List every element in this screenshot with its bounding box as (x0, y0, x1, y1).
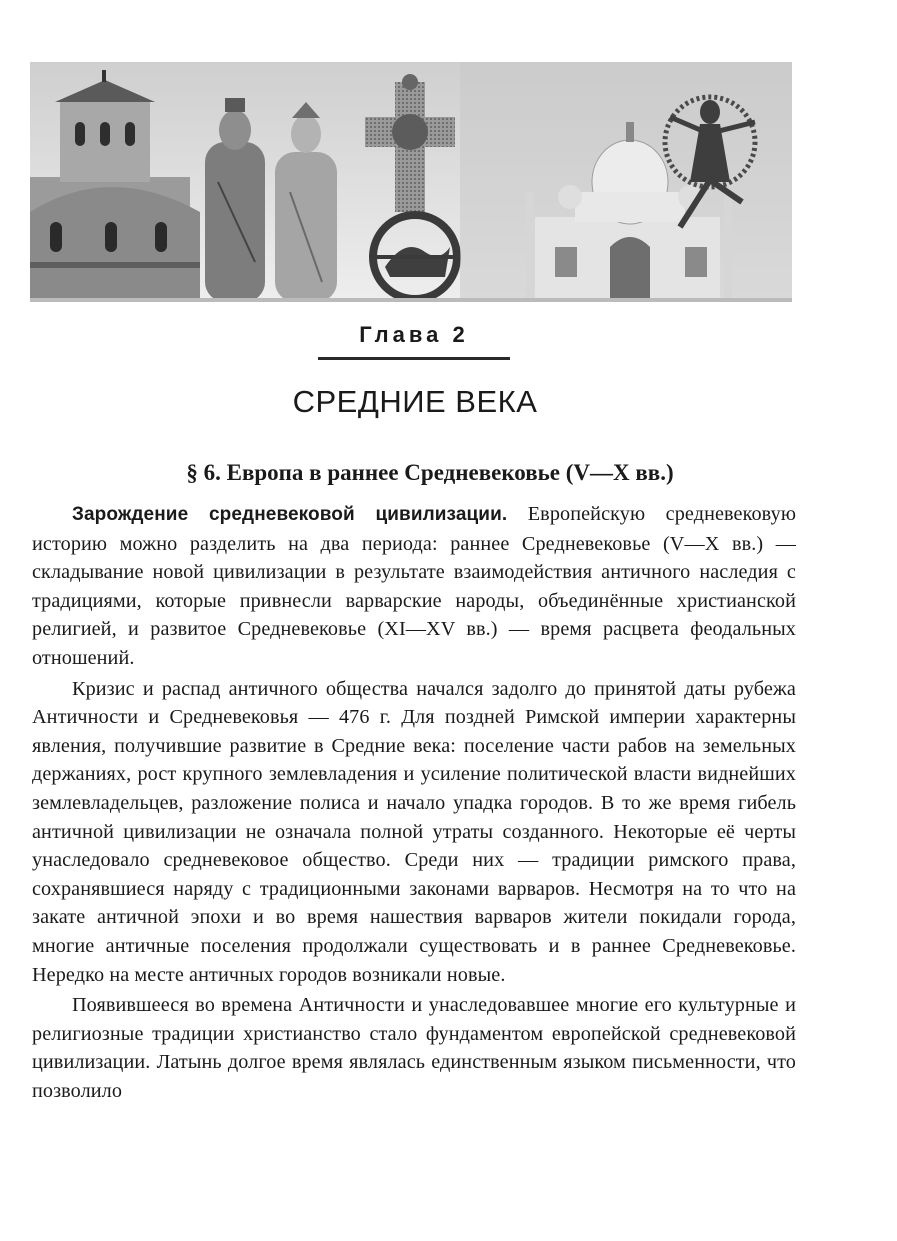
body-text (32, 500, 796, 1105)
chapter-banner-image (30, 62, 792, 302)
chapter-underline (318, 357, 510, 360)
paragraph-1-runin-heading: Зарождение средневековой цивилизации. (72, 504, 508, 525)
paragraph-3: Появившееся во времена Античности и унаследовавшее многие его культурные и религиозные традиции христианство стало фундаментом европейской средневековой цивилизации. Латынь долгое время являлась единственным языком письменности, что позволило (32, 994, 796, 1102)
paragraph-2: Кризис и распад античного общества начался задолго до принятой даты рубежа Античности и Средневековья — 476 г. Для поздней Римской империи характерны явления, получившие развитие в Средние века: поселение части рабов на земельных держаниях, рост крупного землевладения и усиление политической власти виднейших землевладельцев, разложение полиса и начало упадка городов. В то же время гибель античной цивилизации не означала полной утраты созданного. Некоторые её черты унаследовало средневековое общество. Среди них — традиции римского права, сохранявшиеся наряду с традиционными законами варваров. Несмотря на то что на закате античной эпохи и во время нашествия варваров жители покидали города, многие античные поселения продолжали существовать и в раннее Средневековье. Нередко на месте античных городов возникали новые. (32, 677, 796, 986)
paragraph-1 (32, 500, 796, 673)
paragraph-1-text: Европейскую средневековую историю можно разделить на два периода: раннее Средневековье (V—X вв.) — складывание новой цивилизации в результате взаимодействия античного наследия с традициями, которые привнесли варварские народы, объединённые христианской религией, и развитое Средневековье (XI—XV вв.) — время расцвета феодальных отношений. (32, 503, 796, 669)
chapter-label: Глава 2 (359, 322, 469, 347)
banner-collage (30, 62, 792, 302)
chapter-title: СРЕДНИЕ ВЕКА (292, 384, 538, 419)
section-heading: § 6. Европа в раннее Средневековье (V—X вв.) (186, 460, 674, 485)
